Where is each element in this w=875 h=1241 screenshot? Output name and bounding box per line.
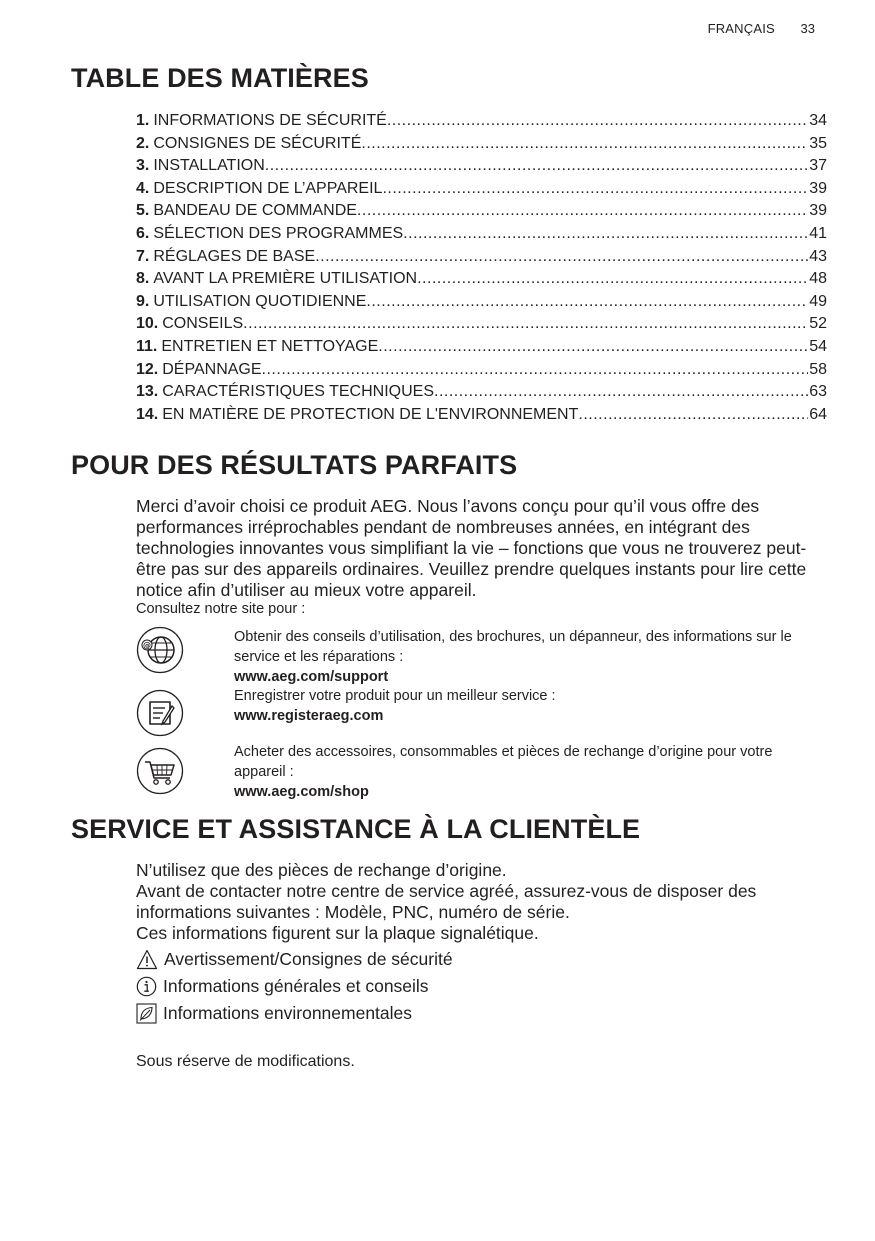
register-url[interactable]: www.registeraeg.com bbox=[234, 708, 384, 724]
header-language: FRANÇAIS bbox=[707, 21, 775, 36]
legend-environment bbox=[136, 1003, 412, 1024]
toc-item[interactable]: 3. INSTALLATION ..... 37 bbox=[136, 155, 827, 178]
register-link-row bbox=[234, 686, 824, 726]
shop-text: Acheter des accessoires, consommables et pièces de rechange d’origine pour votre appareil : bbox=[234, 744, 773, 780]
toc-item[interactable]: 6. SÉLECTION DES PROGRAMMES ..... 41 bbox=[136, 223, 827, 246]
toc-item[interactable]: 7. RÉGLAGES DE BASE ..... 43 bbox=[136, 246, 827, 269]
toc-item[interactable]: 10. CONSEILS ..... 52 bbox=[136, 313, 827, 336]
info-icon bbox=[136, 976, 157, 997]
support-text: Obtenir des conseils d’utilisation, des brochures, un dépanneur, des informations sur le service et les réparations : bbox=[234, 629, 792, 665]
legend-warning bbox=[136, 949, 453, 970]
shop-url[interactable]: www.aeg.com/shop bbox=[234, 784, 369, 800]
shop-link-row bbox=[234, 742, 824, 802]
toc-title: TABLE DES MATIÈRES bbox=[71, 63, 369, 93]
support-url[interactable]: www.aeg.com/support bbox=[234, 669, 389, 685]
globe-icon bbox=[136, 626, 184, 674]
register-text: Enregistrer votre produit pour un meilleur service : bbox=[234, 688, 556, 704]
footer-note: Sous réserve de modifications. bbox=[136, 1053, 355, 1070]
page-header bbox=[708, 21, 815, 36]
support-link-row bbox=[234, 627, 824, 687]
results-title: POUR DES RÉSULTATS PARFAITS bbox=[71, 450, 518, 480]
service-text-3: Ces informations figurent sur la plaque signalétique. bbox=[136, 923, 539, 943]
toc-item[interactable]: 4. DESCRIPTION DE L’APPAREIL ..... 39 bbox=[136, 178, 827, 201]
svg-text:@: @ bbox=[143, 641, 151, 650]
toc-item[interactable]: 8. AVANT LA PREMIÈRE UTILISATION ..... 48 bbox=[136, 268, 827, 291]
toc-item[interactable]: 9. UTILISATION QUOTIDIENNE ..... 49 bbox=[136, 291, 827, 314]
warning-icon bbox=[136, 949, 158, 970]
toc-item[interactable]: 14. EN MATIÈRE DE PROTECTION DE L'ENVIRONNEMENT ..... 64 bbox=[136, 404, 827, 427]
legend-warning-label: Avertissement/Consignes de sécurité bbox=[164, 949, 453, 969]
legend-info bbox=[136, 976, 429, 997]
results-visit: Consultez notre site pour : bbox=[136, 601, 306, 617]
legend-environment-label: Informations environnementales bbox=[163, 1003, 413, 1023]
toc-item[interactable]: 12. DÉPANNAGE ..... 58 bbox=[136, 359, 827, 382]
toc-item[interactable]: 1. INFORMATIONS DE SÉCURITÉ ..... 34 bbox=[136, 110, 827, 133]
toc-item[interactable]: 5. BANDEAU DE COMMANDE ..... 39 bbox=[136, 200, 827, 223]
leaf-icon bbox=[136, 1003, 157, 1024]
results-intro: Merci d’avoir choisi ce produit AEG. Nous l’avons conçu pour qu’il vous offre des performances irréprochables pendant de nombreuses années, en intégrant des technologies innovantes vous simplifiant la vie – fonctions que vous ne trouverez peut-être pas sur des appareils ordinaires. Veuillez prendre quelques instants pour lire cette notice afin d’utiliser au mieux votre appareil. bbox=[136, 496, 807, 600]
toc-item[interactable]: 11. ENTRETIEN ET NETTOYAGE ..... 54 bbox=[136, 336, 827, 359]
register-icon bbox=[136, 689, 184, 737]
page-number: 33 bbox=[800, 21, 815, 36]
legend-info-label: Informations générales et conseils bbox=[163, 976, 429, 996]
toc-item[interactable]: 2. CONSIGNES DE SÉCURITÉ ..... 35 bbox=[136, 133, 827, 156]
service-text-1: N’utilisez que des pièces de rechange d’origine. bbox=[136, 860, 507, 880]
cart-icon bbox=[136, 747, 184, 795]
toc-item[interactable]: 13. CARACTÉRISTIQUES TECHNIQUES ..... 63 bbox=[136, 381, 827, 404]
service-text-2: Avant de contacter notre centre de service agréé, assurez-vous de disposer des informations suivantes : Modèle, PNC, numéro de série. bbox=[136, 881, 757, 922]
service-title: SERVICE ET ASSISTANCE À LA CLIENTÈLE bbox=[71, 814, 641, 844]
table-of-contents bbox=[136, 110, 827, 426]
